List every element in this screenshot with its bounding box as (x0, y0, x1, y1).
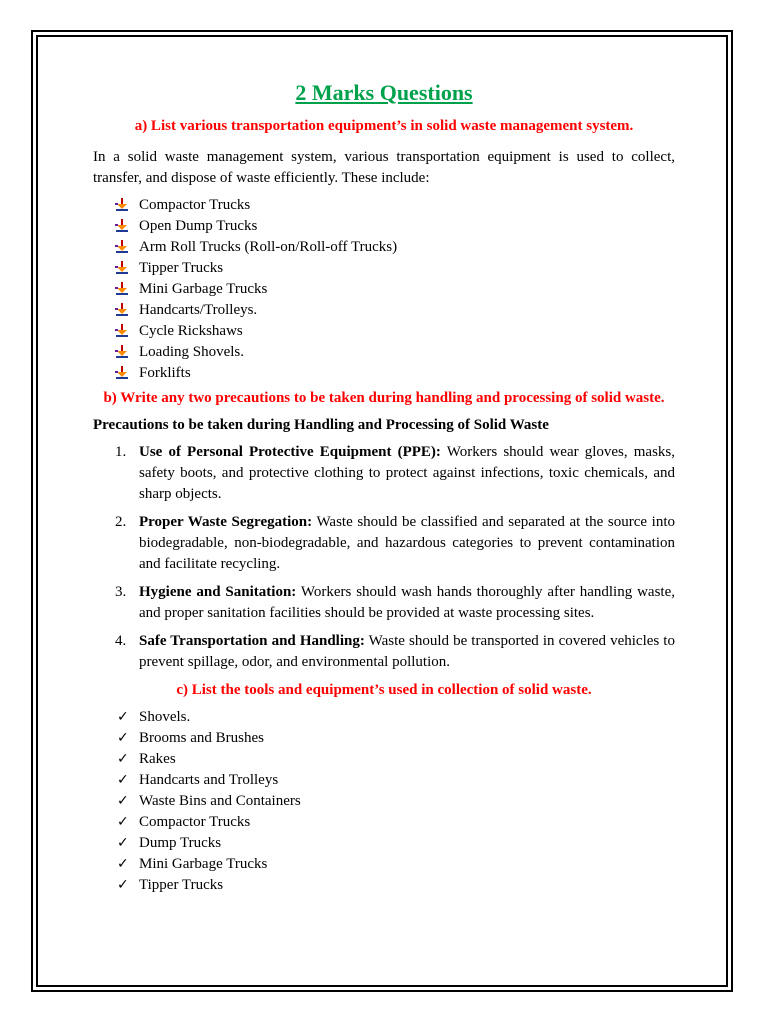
question-b-heading: b) Write any two precautions to be taken during handling and processing of solid waste. (103, 390, 665, 406)
precaution-term: Use of Personal Protective Equipment (PPE): (139, 444, 441, 460)
list-item-label: Handcarts/Trolleys. (139, 302, 258, 318)
list-item (93, 300, 675, 321)
list-item (93, 258, 675, 279)
question-c-heading: c) List the tools and equipment’s used in collection of solid waste. (176, 682, 592, 698)
list-item-label: Waste Bins and Containers (139, 793, 301, 809)
list-item-label: Compactor Trucks (139, 814, 251, 830)
list-item-label: Mini Garbage Trucks (139, 856, 268, 872)
list-item (93, 321, 675, 342)
checkmark-icon: ✓ (117, 772, 129, 788)
list-item (93, 342, 675, 363)
precaution-text: Waste should be transported in covered vehicles to prevent spillage, odor, and environmental pollution. (139, 633, 675, 670)
arrow-bullet-icon (115, 366, 129, 380)
list-item-label: Mini Garbage Trucks (139, 281, 268, 297)
list-item (93, 195, 675, 216)
list-item-label: Cycle Rickshaws (139, 323, 243, 339)
collection-tools-list (93, 707, 675, 896)
checkmark-icon: ✓ (117, 877, 129, 893)
list-item-label: Loading Shovels. (139, 344, 244, 360)
list-item-label: Arm Roll Trucks (Roll-on/Roll-off Trucks) (139, 239, 398, 255)
list-item-label: Tipper Trucks (139, 260, 224, 276)
list-item-label: Forklifts (139, 365, 191, 381)
list-item (93, 279, 675, 300)
precaution-text: Workers should wash hands thoroughly after handling waste, and proper sanitation facilities should be provided at waste processing sites. (139, 584, 675, 621)
list-item-label: Open Dump Trucks (139, 218, 258, 234)
arrow-bullet-icon (115, 303, 129, 317)
list-item (93, 875, 675, 896)
precaution-term: Proper Waste Segregation: (139, 514, 313, 530)
list-item (93, 833, 675, 854)
precaution-item (93, 512, 675, 575)
list-item-label: Brooms and Brushes (139, 730, 264, 746)
list-item (93, 216, 675, 237)
checkmark-icon: ✓ (117, 751, 129, 767)
arrow-bullet-icon (115, 261, 129, 275)
question-a-heading: a) List various transportation equipment’s in solid waste management system. (134, 118, 634, 134)
list-item (93, 749, 675, 770)
checkmark-icon: ✓ (117, 856, 129, 872)
list-item (93, 363, 675, 384)
list-item (93, 812, 675, 833)
precaution-term: Hygiene and Sanitation: (139, 584, 297, 600)
arrow-bullet-icon (115, 324, 129, 338)
list-item (93, 854, 675, 875)
arrow-bullet-icon (115, 219, 129, 233)
list-item-label: Compactor Trucks (139, 197, 251, 213)
list-item (93, 707, 675, 728)
list-item-label: Rakes (139, 751, 176, 767)
checkmark-icon: ✓ (117, 793, 129, 809)
question-a-intro: In a solid waste management system, various transportation equipment is used to collect, transfer, and dispose of waste efficiently. These include: (93, 149, 675, 186)
arrow-bullet-icon (115, 345, 129, 359)
precaution-item (93, 442, 675, 505)
list-item-label: Shovels. (139, 709, 191, 725)
list-item-label: Handcarts and Trolleys (139, 772, 279, 788)
document-body (93, 78, 675, 896)
page-title: 2 Marks Questions (295, 80, 473, 105)
list-item (93, 770, 675, 791)
precaution-item (93, 582, 675, 624)
transport-equipment-list (93, 195, 675, 384)
precaution-term: Safe Transportation and Handling: (139, 633, 365, 649)
arrow-bullet-icon (115, 240, 129, 254)
item-number: 4. (115, 633, 127, 649)
precaution-text: Waste should be classified and separated at the source into biodegradable, non-biodegradable, and hazardous categories to prevent contamination and facilitate recycling. (139, 514, 675, 572)
precautions-list (93, 442, 675, 673)
list-item (93, 728, 675, 749)
checkmark-icon: ✓ (117, 814, 129, 830)
list-item-label: Tipper Trucks (139, 877, 224, 893)
arrow-bullet-icon (115, 282, 129, 296)
list-item (93, 237, 675, 258)
item-number: 3. (115, 584, 127, 600)
checkmark-icon: ✓ (117, 709, 129, 725)
list-item-label: Dump Trucks (139, 835, 222, 851)
precaution-text: Workers should wear gloves, masks, safety boots, and protective clothing to protect against infections, toxic chemicals, and sharp objects. (139, 444, 675, 502)
checkmark-icon: ✓ (117, 730, 129, 746)
item-number: 1. (115, 444, 127, 460)
checkmark-icon: ✓ (117, 835, 129, 851)
item-number: 2. (115, 514, 127, 530)
precautions-subheading: Precautions to be taken during Handling and Processing of Solid Waste (93, 417, 549, 433)
list-item (93, 791, 675, 812)
precaution-item (93, 631, 675, 673)
arrow-bullet-icon (115, 198, 129, 212)
